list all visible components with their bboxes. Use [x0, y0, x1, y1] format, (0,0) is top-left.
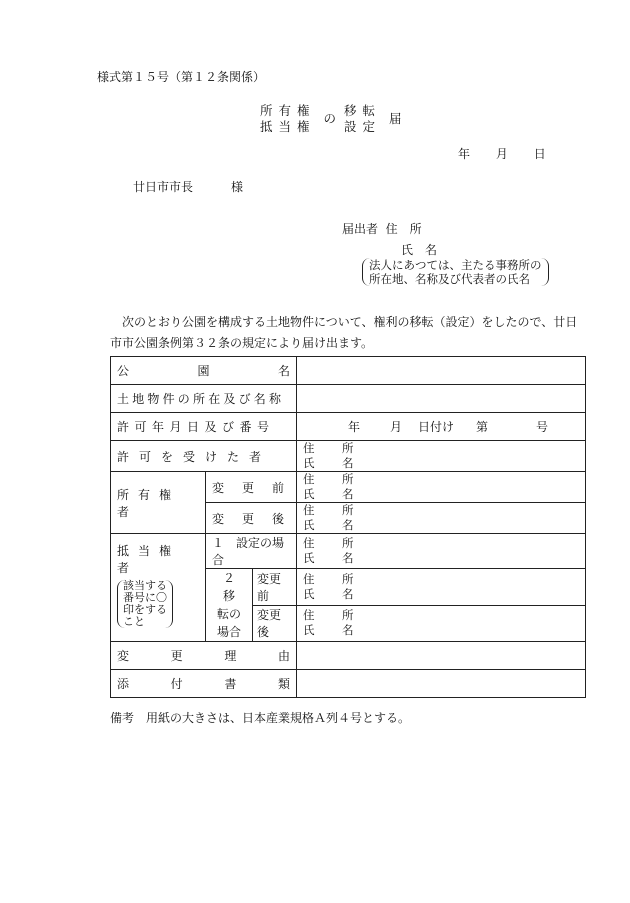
mortgage-after-field[interactable]: 住 所 氏 名 [297, 605, 586, 642]
filer-address: 住 所 [385, 222, 422, 236]
title-mortgage: 抵当権 [260, 119, 316, 134]
label-owner-after: 変 更 後 [206, 503, 297, 534]
permit-year: 年 [348, 420, 361, 434]
label-owner: 所有権者 [111, 472, 206, 534]
label-attachments: 添 付 書 類 [117, 677, 290, 691]
permit-date-number-field[interactable] [297, 413, 586, 441]
addressee-honorific: 様 [231, 180, 244, 194]
label-case-transfer[interactable]: ２ 移 転の 場合 [206, 569, 253, 642]
label-transfer-after: 変更後 [253, 605, 297, 642]
date-line [458, 145, 568, 162]
permit-holder-field[interactable]: 住 所 氏 名 [297, 441, 586, 472]
date-year: 年 [458, 147, 471, 161]
addressee-name: 廿日市市長 [133, 180, 194, 194]
label-owner-before: 変 更 前 [206, 472, 297, 503]
owner-after-field[interactable]: 住 所 氏 名 [297, 503, 586, 534]
note: 備考 用紙の大きさは、日本産業規格Ａ列４号とする。 [110, 711, 411, 725]
permit-dated: 日付け [418, 420, 455, 434]
date-day: 日 [533, 147, 546, 161]
label-park-name: 公 園 名 [117, 364, 290, 378]
permit-month: 月 [390, 420, 403, 434]
label-permit-date-number: 許可年月日及び番号 [111, 413, 297, 441]
permit-go: 号 [536, 420, 549, 434]
label-case-setting[interactable]: １ 設定の場合 [206, 534, 297, 569]
intro-paragraph: 次のとおり公園を構成する土地物件について、権利の移転（設定）をしたので、廿日市市公園条例第３２条の規定により届け出ます。 [110, 315, 578, 350]
form-number: 様式第１５号（第１２条関係） [97, 70, 266, 84]
reason-field[interactable] [297, 642, 586, 670]
title-transfer: 移転 [344, 103, 382, 118]
title-ownership: 所有権 [260, 103, 316, 118]
corp-note-line2: 所在地、名称及び代表者の氏名 [369, 272, 530, 286]
label-mortgage: 抵当権者 [117, 544, 181, 575]
title-notice: 届 [389, 111, 402, 126]
filer-address-line [342, 220, 422, 237]
park-name-field[interactable] [297, 357, 586, 385]
notice-table [110, 356, 586, 698]
label-mortgage-cell [111, 534, 206, 642]
title-setting: 設定 [344, 119, 382, 134]
mortgage-before-field[interactable]: 住 所 氏 名 [297, 569, 586, 606]
land-location-field[interactable] [297, 385, 586, 413]
filer-label: 届出者 [342, 222, 379, 236]
addressee [133, 178, 243, 195]
mortgage-setting-field[interactable]: 住 所 氏 名 [297, 534, 586, 569]
owner-before-field[interactable]: 住 所 氏 名 [297, 472, 586, 503]
document-title [258, 102, 410, 136]
label-land-location: 土地物件の所在及び名称 [111, 385, 297, 413]
corp-note-line1: 法人にあつては、主たる事務所の [369, 258, 542, 272]
label-reason: 変 更 理 由 [117, 649, 290, 663]
label-permit-holder: 許可を受けた者 [111, 441, 297, 472]
label-transfer-before: 変更前 [253, 569, 297, 606]
filer-name: 氏 名 [401, 243, 438, 257]
permit-no: 第 [476, 420, 489, 434]
date-month: 月 [495, 147, 508, 161]
attachments-field[interactable] [297, 670, 586, 698]
mortgage-note: 該当する 番号に〇 印をする こと [117, 580, 173, 628]
corp-note [362, 258, 549, 286]
title-no: の [323, 111, 337, 126]
